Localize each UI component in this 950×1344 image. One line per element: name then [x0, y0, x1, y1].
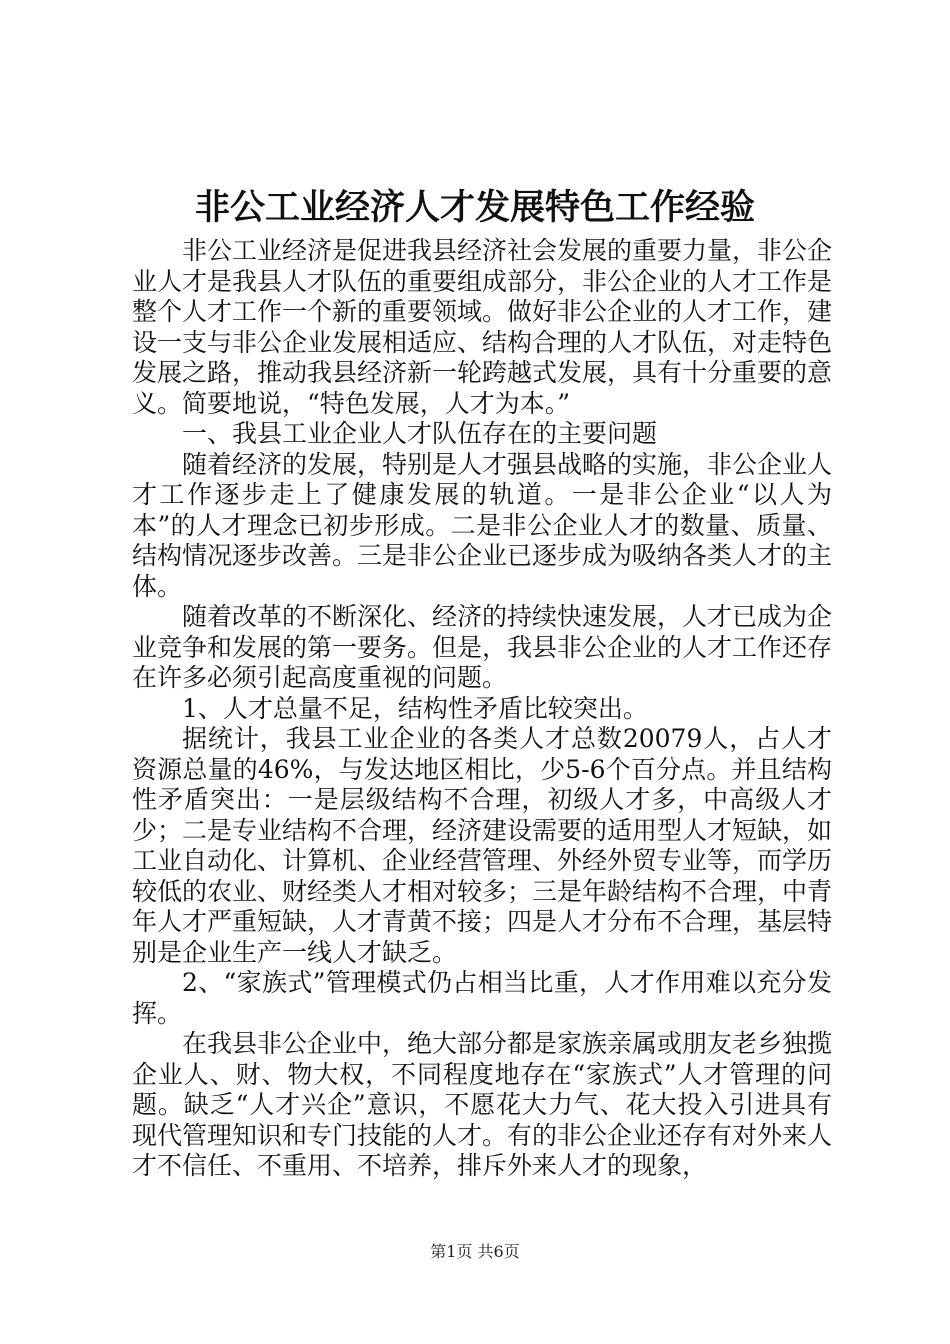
subheading-1: 1、人才总量不足，结构性矛盾比较突出。 — [182, 693, 648, 723]
document-title: 非公工业经济人才发展特色工作经验 — [194, 187, 755, 228]
document-body — [132, 236, 832, 1182]
paragraph-statistics: 据统计，我县工业企业的各类人才总数20079人，占人才资源总量的46%，与发达地区相比，少5-6个百分点。并且结构性矛盾突出：一是层级结构不合理，初级人才多，中高级人才少；二是专业结构不合理，经济建设需要的适用型人才短缺，如工业自动化、计算机、企业经营管理、外经外贸专业等，而学历较低的农业、财经类人才相对较多；三是年龄结构不合理，中青年人才严重短缺，人才青黄不接；四是人才分布不合理，基层特别是企业生产一线人才缺乏。 — [132, 724, 833, 967]
page-number-footer: 第1页 共6页 — [430, 1242, 520, 1261]
paragraph-family-management: 在我县非公企业中，绝大部分都是家族亲属或朋友老乡独揽企业人、财、物大权，不同程度地存在“家族式”人才管理的问题。缺乏“人才兴企”意识，不愿花大力气、花大投入引进具有现代管理知识和专门技能的人才。有的非公企业还存有对外来人才不信任、不重用、不培养，排斥外来人才的现象， — [132, 1029, 833, 1180]
subheading-2: 2、“家族式”管理模式仍占相当比重，人才作用难以充分发挥。 — [132, 968, 832, 1028]
paragraph-intro: 非公工业经济是促进我县经济社会发展的重要力量，非公企业人才是我县人才队伍的重要组成部分，非公企业的人才工作是整个人才工作一个新的重要领域。做好非公企业的人才工作，建设一支与非公企业发展相适应、结构合理的人才队伍，对走特色发展之路，推动我县经济新一轮跨越式发展，具有十分重要的意义。简要地说，“特色发展，人才为本。” — [132, 236, 833, 418]
paragraph-progress: 随着经济的发展，特别是人才强县战略的实施，非公企业人才工作逐步走上了健康发展的轨道。一是非公企业“以人为本”的人才理念已初步形成。二是非公企业人才的数量、质量、结构情况逐步改善。三是非公企业已逐步成为吸纳各类人才的主体。 — [132, 449, 833, 601]
paragraph-problems: 随着改革的不断深化、经济的持续快速发展，人才已成为企业竞争和发展的第一要务。但是，我县非公企业的人才工作还存在许多必须引起高度重视的问题。 — [132, 602, 833, 692]
section-heading-1: 一、我县工业企业人才队伍存在的主要问题 — [182, 419, 658, 448]
